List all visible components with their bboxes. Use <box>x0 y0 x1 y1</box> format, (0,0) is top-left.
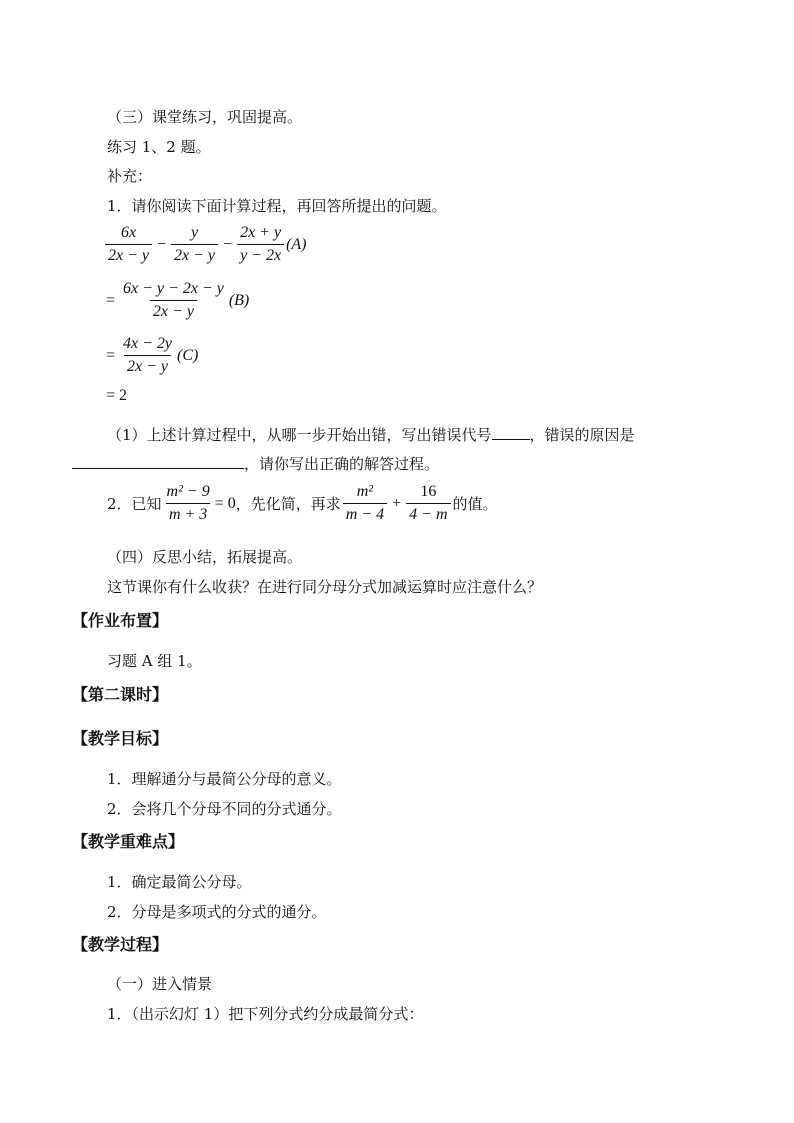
heading-teaching-goals: 【教学目标】 <box>72 729 169 748</box>
numerator: 6x <box>120 224 137 241</box>
question-text: 的值。 <box>452 495 498 513</box>
section-4-title: （四）反思小结，拓展提高。 <box>107 548 303 566</box>
denominator: y − 2x <box>237 244 284 265</box>
process-step-1: （一）进入情景 <box>107 975 213 993</box>
question-2 <box>107 483 498 524</box>
numerator: m² <box>356 483 374 500</box>
question-text: ，请你写出正确的解答过程。 <box>244 455 440 473</box>
question-1-sub-line-2 <box>72 453 439 474</box>
step-tag-a: (A) <box>286 235 307 253</box>
exercise-ref: 练习 1、2 题。 <box>107 138 211 156</box>
question-text: 2．已知 <box>107 495 162 513</box>
plus-sign: + <box>392 494 402 512</box>
denominator: 2x − y <box>105 244 152 265</box>
heading-key-points: 【教学重难点】 <box>72 832 185 851</box>
fraction <box>105 224 152 265</box>
denominator: m + 3 <box>166 503 210 524</box>
answer-blank[interactable] <box>492 425 530 440</box>
denominator: 2x − y <box>124 355 171 376</box>
fraction <box>406 483 450 524</box>
numerator: m² − 9 <box>166 483 210 500</box>
numerator: 6x − y − 2x − y <box>123 280 224 297</box>
goal-2: 2．会将几个分母不同的分式通分。 <box>107 800 342 818</box>
step-tag-c: (C) <box>177 346 199 364</box>
question-text: ，错误的原因是 <box>529 426 635 444</box>
numerator: 16 <box>420 483 437 500</box>
denominator: 2x − y <box>150 300 197 321</box>
condition-equals: = 0 <box>214 494 236 512</box>
question-1-sub-line-1 <box>107 424 635 445</box>
fraction <box>171 224 218 265</box>
denominator: 4 − m <box>406 503 450 524</box>
equation-step-a: $\frac{6x}{2x - y}$ − $\frac{y}{2x - y}$ − $\frac{2x + y}{y - 2x}$ (A) <box>103 224 307 265</box>
fraction <box>120 335 175 376</box>
answer-blank[interactable] <box>72 454 244 469</box>
heading-lesson-2: 【第二课时】 <box>72 685 169 704</box>
numerator: y <box>190 224 199 241</box>
goal-1: 1．理解通分与最简公分母的意义。 <box>107 770 342 788</box>
supplement-label: 补充： <box>107 167 153 185</box>
process-step-2: 1．（出示幻灯 1）把下列分式约分成最简分式： <box>107 1005 424 1023</box>
question-text: ，先化简，再求 <box>235 495 341 513</box>
key-point-2: 2．分母是多项式的分式的通分。 <box>107 903 327 921</box>
homework-text: 习题 A 组 1。 <box>107 652 202 670</box>
section-3-title: （三）课堂练习，巩固提高。 <box>107 108 303 126</box>
equals-sign: = <box>106 291 116 309</box>
numerator: 2x + y <box>240 224 282 241</box>
heading-teaching-process: 【教学过程】 <box>72 935 169 954</box>
question-1-intro: 1．请你阅读下面计算过程，再回答所提出的问题。 <box>107 197 447 215</box>
equation-step-c <box>103 335 198 376</box>
equation-step-b <box>103 280 249 321</box>
key-point-1: 1．确定最简公分母。 <box>107 873 252 891</box>
equation-result: = 2 <box>106 387 128 404</box>
numerator: 4x − 2y <box>123 335 173 352</box>
question-text: （1）上述计算过程中，从哪一步开始出错，写出错误代号 <box>107 426 492 444</box>
equals-sign: = <box>106 346 116 364</box>
fraction <box>237 224 284 265</box>
reflection-question: 这节课你有什么收获？在进行同分母分式加减运算时应注意什么？ <box>107 578 543 596</box>
fraction <box>164 483 213 524</box>
step-tag-b: (B) <box>228 291 250 309</box>
fraction <box>343 483 387 524</box>
heading-homework: 【作业布置】 <box>72 611 169 630</box>
denominator: 2x − y <box>171 244 218 265</box>
fraction <box>120 280 227 321</box>
denominator: m − 4 <box>343 503 387 524</box>
